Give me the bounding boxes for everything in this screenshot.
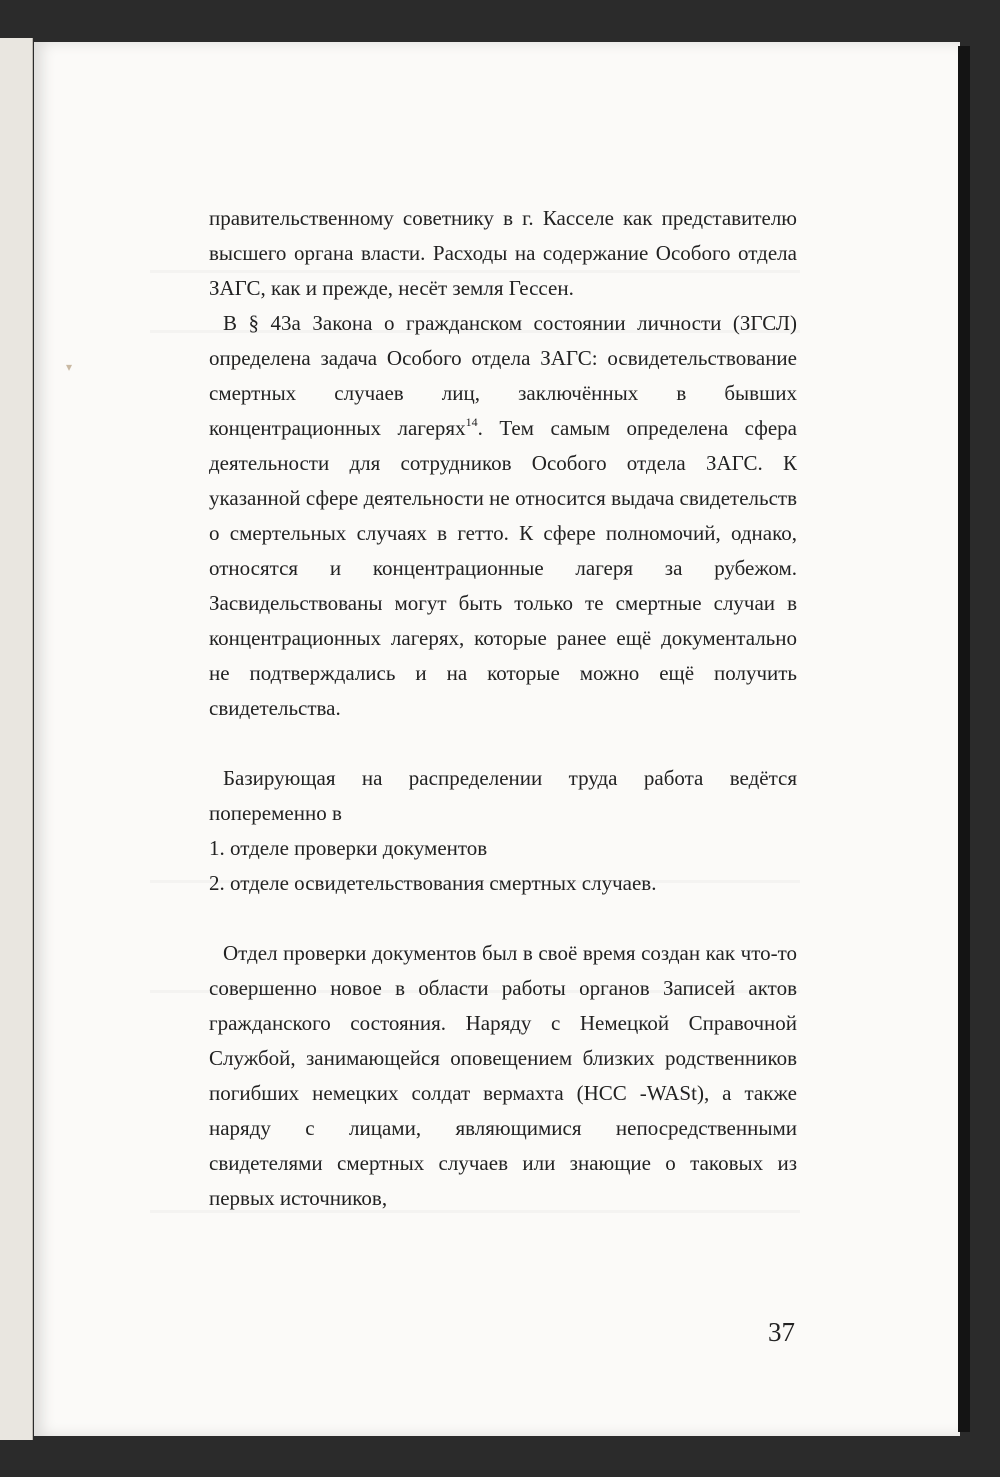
paragraph: Отдел проверки документов был в своё время создан как что-то совершенно новое в области работы органов Записей актов гражданского состояния. Наряду с Немецкой Справочной Службой, занимающейся оповещением близких родственников погибших немецких солдат вермахта (НСС -WASt), а также наряду с лицами, являющимися непосредственными свидетелями смертных случаев или знающие о таковых из первых источников, — [209, 941, 797, 1210]
body-text — [209, 201, 797, 1216]
page-number: 37 — [768, 1317, 795, 1347]
page-stack-edge — [958, 46, 970, 1432]
footnote-ref: 14 — [465, 415, 478, 429]
paragraph-part: . Тем самым определена сфера деятельности для сотрудников Особого отдела ЗАГС. К указанной сфере деятельности не относится выдача свидетельств о смертельных случаях в гетто. К сфере полномочий, однако, относятся и концентрационные лагеря за рубежом. Засвидельствованы могут быть только те смертные случаи в концентрационных лагерях, которые ранее ещё документально не подтверждались и на которые можно ещё получить свидетельства. — [209, 416, 797, 720]
paragraph — [209, 306, 797, 726]
paragraph-part: В § 43а Закона о гражданском состоянии личности (ЗГСЛ) определена задача Особого отдела ЗАГС: освидетельствование смертных случаев лиц, заключённых в бывших концентрационных лагерях — [209, 311, 797, 440]
list-item: 1. отделе проверки документов — [209, 836, 488, 860]
paragraph: Базирующая на распределении труда работа ведётся попеременно в — [209, 766, 797, 825]
list-item: 2. отделе освидетельствования смертных случаев. — [209, 871, 657, 895]
paper-speck: ▾ — [66, 360, 73, 374]
paragraph: правительственному советнику в г. Касселе как представителю высшего органа власти. Расходы на содержание Особого отдела ЗАГС, как и прежде, несёт земля Гессен. — [209, 206, 797, 300]
previous-page-edge — [0, 38, 33, 1440]
